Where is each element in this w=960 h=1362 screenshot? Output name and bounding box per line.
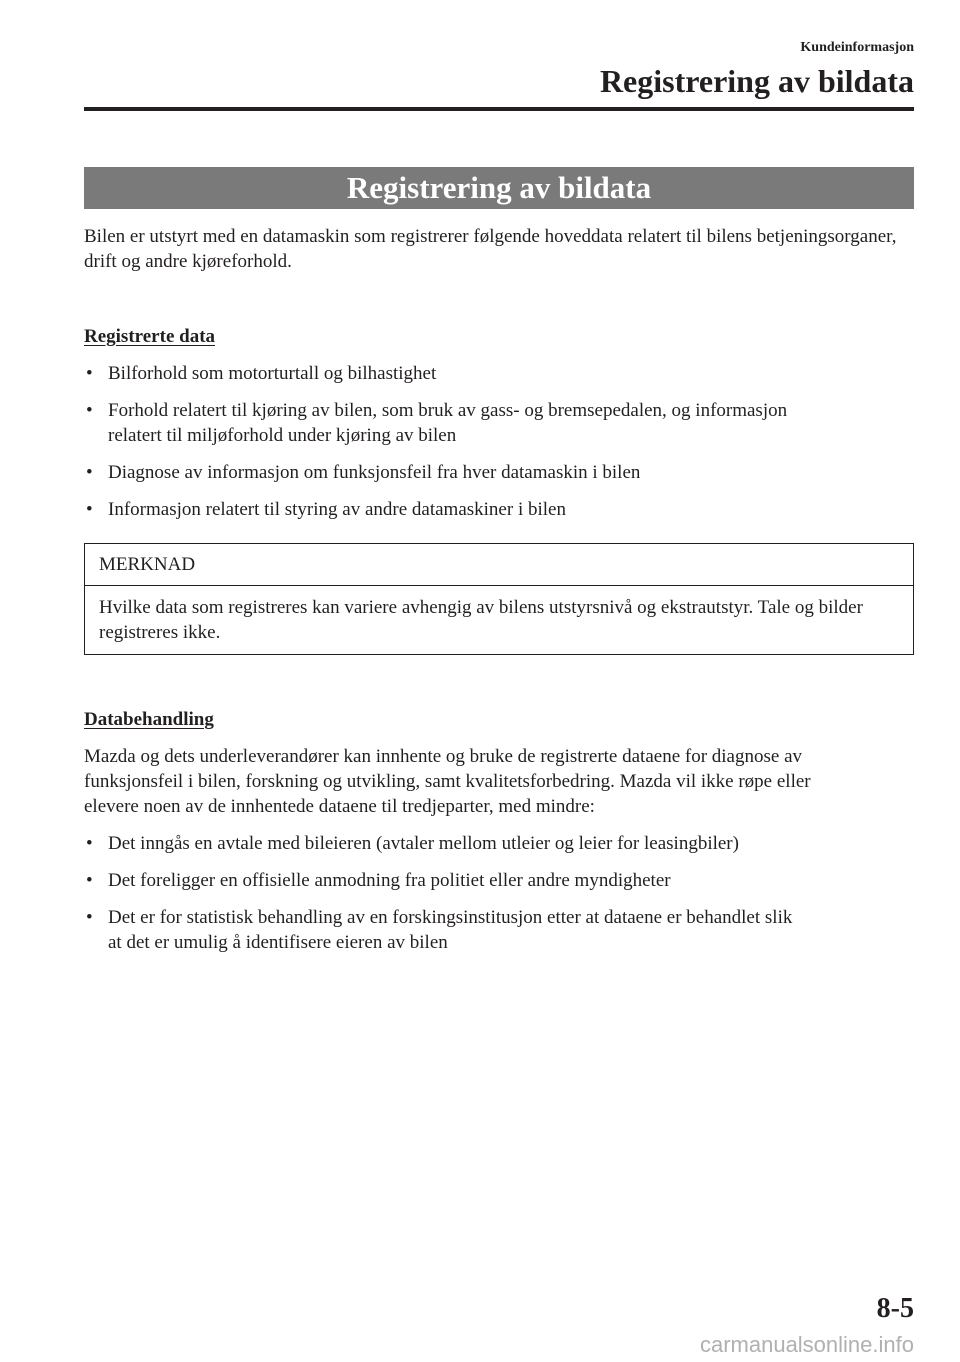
bullet-icon: • xyxy=(86,499,93,520)
list-item: • Forhold relatert til kjøring av bilen, som bruk av gass- og bremsepedalen, og informasjon relatert til miljøforhold under kjøring av bilen xyxy=(86,400,788,446)
registered-data-heading: Registrerte data xyxy=(84,326,216,347)
running-header-title: Registrering av bildata xyxy=(599,63,914,99)
note-body: Hvilke data som registreres kan variere avhengig av bilens utstyrsnivå og ekstrautstyr. Tale og bilder registreres ikke. xyxy=(99,597,863,643)
processing-heading: Databehandling xyxy=(84,709,214,730)
bullet-icon: • xyxy=(86,833,93,854)
bullet-icon: • xyxy=(86,363,93,384)
running-header-section: Kundeinformasjon xyxy=(800,40,914,55)
section-banner: Registrering av bildata xyxy=(84,167,914,209)
watermark: carmanualsonline.info xyxy=(699,1332,914,1357)
list-item: • Bilforhold som motorturtall og bilhastighet xyxy=(86,363,437,384)
note-title: MERKNAD xyxy=(85,544,913,586)
list-item: • Informasjon relatert til styring av andre datamaskiner i bilen xyxy=(86,499,566,520)
processing-paragraph: Mazda og dets underleverandører kan innhente og bruke de registrerte dataene for diagnose av funksjonsfeil i bilen, forskning og utvikling, samt kvalitetsforbedring. Mazda vil ikke røpe eller elevere noen av de innhentede dataene til tredjeparter, med mindre: xyxy=(84,746,811,817)
list-item: • Det foreligger en offisielle anmodning fra politiet eller andre myndigheter xyxy=(86,870,671,891)
note-box xyxy=(84,543,914,655)
bullet-icon: • xyxy=(86,400,93,421)
header-rule xyxy=(84,107,914,111)
list-item: • Det inngås en avtale med bileieren (avtaler mellom utleier og leier for leasingbiler) xyxy=(86,833,739,854)
list-item: • Det er for statistisk behandling av en forskingsinstitusjon etter at dataene er behandlet slik at det er umulig å identifisere eieren av bilen xyxy=(86,907,793,953)
list-item: • Diagnose av informasjon om funksjonsfeil fra hver datamaskin i bilen xyxy=(86,462,641,483)
registered-data-list xyxy=(84,361,914,522)
bullet-icon: • xyxy=(86,907,93,928)
bullet-icon: • xyxy=(86,462,93,483)
processing-list xyxy=(84,831,914,955)
page-content xyxy=(84,224,914,955)
bullet-icon: • xyxy=(86,870,93,891)
page-number: 8-5 xyxy=(876,1293,914,1324)
intro-paragraph: Bilen er utstyrt med en datamaskin som registrerer følgende hoveddata relatert til bilens betjeningsorganer, drift og andre kjøreforhold. xyxy=(84,226,897,272)
